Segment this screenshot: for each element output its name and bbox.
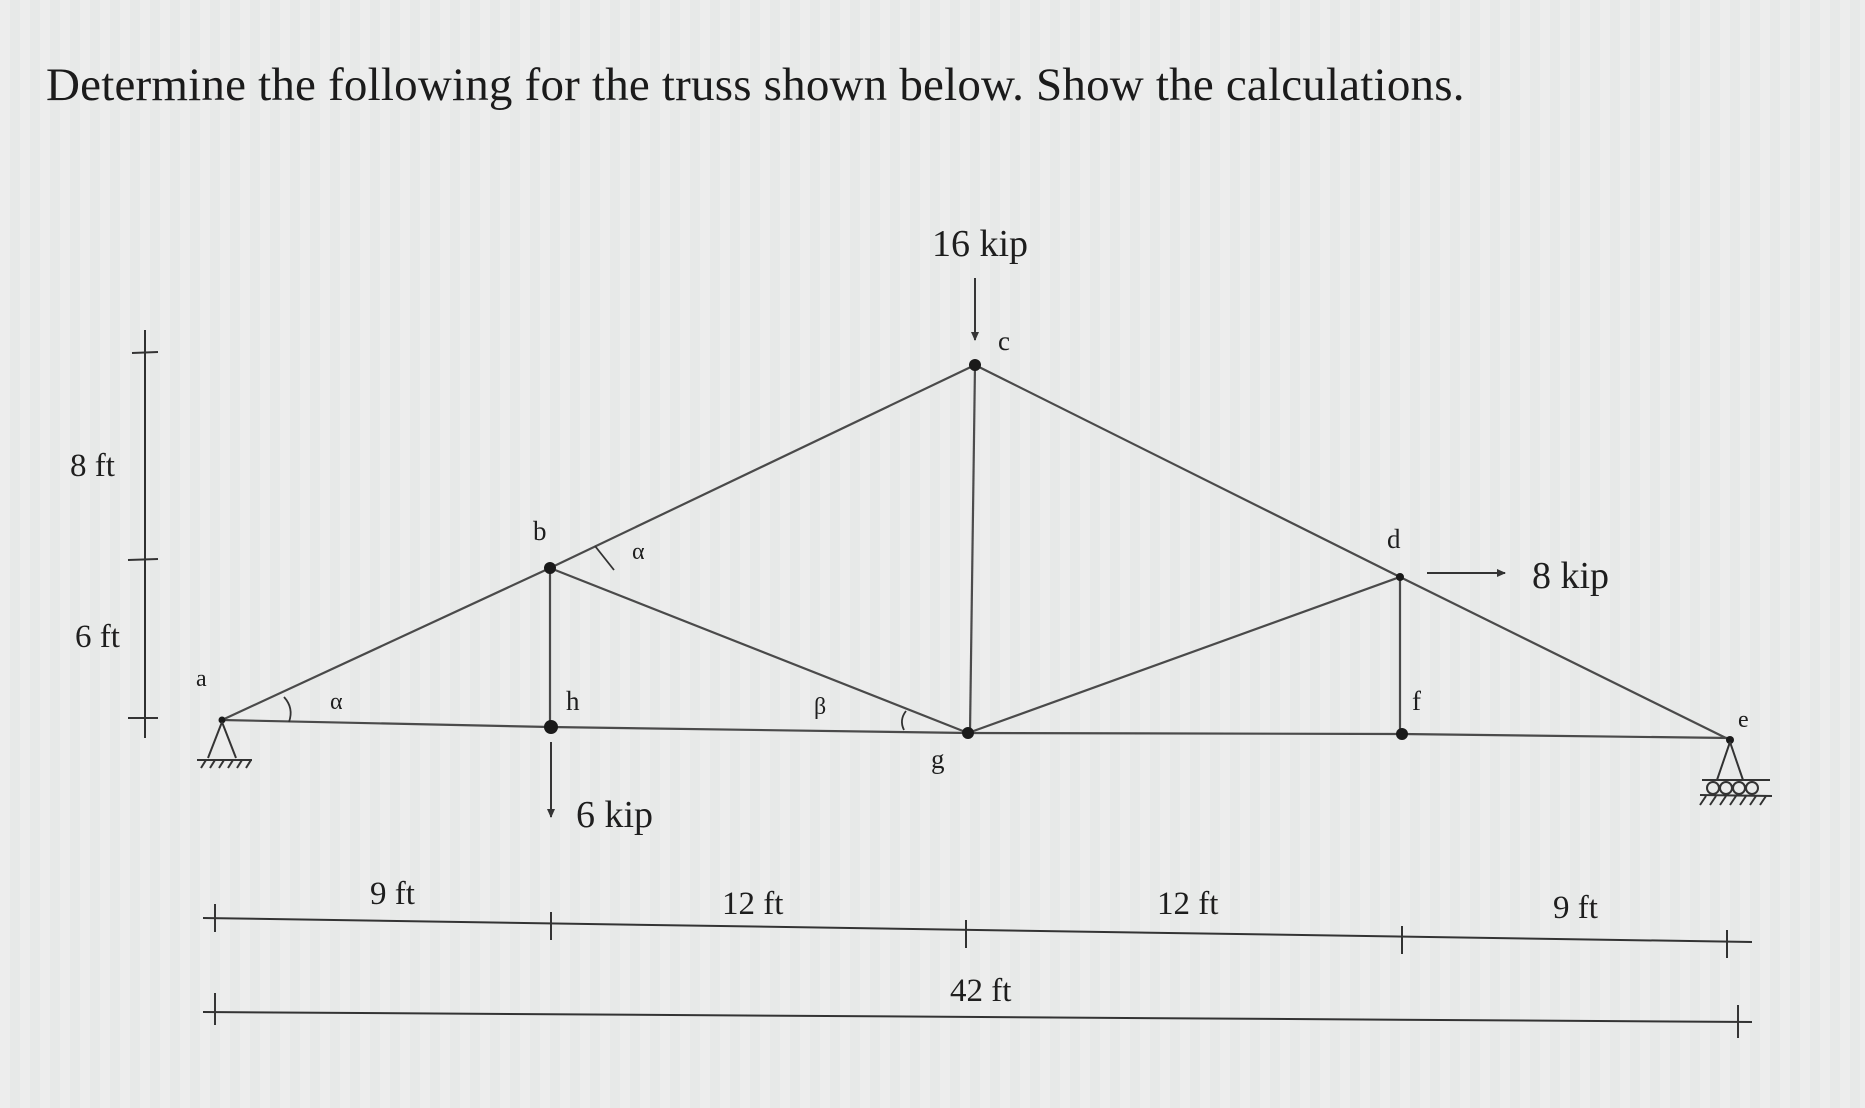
load-label-d: 8 kip xyxy=(1532,555,1610,597)
joint-c-dot xyxy=(969,359,981,371)
joint-label-h: h xyxy=(566,686,580,716)
member-de xyxy=(1400,577,1730,740)
joint-label-e: e xyxy=(1738,707,1749,733)
dimension-label-span-hg: 12 ft xyxy=(722,886,784,922)
truss-members xyxy=(222,365,1730,740)
member-ab xyxy=(222,568,550,720)
dimension-label-span-fe: 9 ft xyxy=(1553,890,1598,926)
angle-arc-g xyxy=(902,711,906,730)
member-fe xyxy=(1402,734,1730,738)
joint-label-g: g xyxy=(931,744,945,774)
pin-support-a xyxy=(197,722,252,768)
load-arrows xyxy=(551,278,1505,817)
load-label-h: 6 kip xyxy=(576,794,654,836)
member-hg xyxy=(550,727,968,733)
roller-support-e xyxy=(1700,742,1772,805)
joint-g-dot xyxy=(962,727,974,739)
joint-d-dot xyxy=(1396,573,1404,581)
question-text: Determine the following for the truss shown below. Show the calculations. xyxy=(46,59,1465,111)
angle-label-beta-g: β xyxy=(814,694,827,720)
dimension-label-vertical-lower: 6 ft xyxy=(75,619,120,655)
member-cd xyxy=(975,365,1400,577)
angle-label-alpha-a: α xyxy=(330,689,343,715)
joint-label-d: d xyxy=(1387,524,1401,554)
dimension-label-span-ah: 9 ft xyxy=(370,876,415,912)
joint-b-dot xyxy=(544,562,556,574)
dimension-label-vertical-upper: 8 ft xyxy=(70,448,115,484)
member-bg xyxy=(550,568,968,733)
member-cg xyxy=(970,365,975,733)
angle-arcs xyxy=(284,546,906,730)
member-bc xyxy=(550,365,975,568)
dimension-label-total: 42 ft xyxy=(950,973,1012,1009)
joint-h-dot xyxy=(544,720,558,734)
dimension-label-span-gf: 12 ft xyxy=(1157,886,1219,922)
angle-label-alpha-b: α xyxy=(632,539,645,565)
load-label-c: 16 kip xyxy=(932,223,1029,265)
vertical-dimension xyxy=(128,330,158,738)
horizontal-dimension-spans xyxy=(203,904,1752,958)
member-ah xyxy=(222,720,550,727)
angle-arc-b xyxy=(595,546,614,570)
joint-f-dot xyxy=(1396,728,1408,740)
joint-label-f: f xyxy=(1412,686,1421,716)
member-gf xyxy=(968,733,1402,734)
member-dg xyxy=(968,577,1400,733)
angle-arc-a xyxy=(284,697,291,722)
truss-joints xyxy=(219,359,1735,744)
joint-label-c: c xyxy=(998,326,1010,356)
joint-label-b: b xyxy=(533,516,547,546)
joint-label-a: a xyxy=(196,666,207,692)
